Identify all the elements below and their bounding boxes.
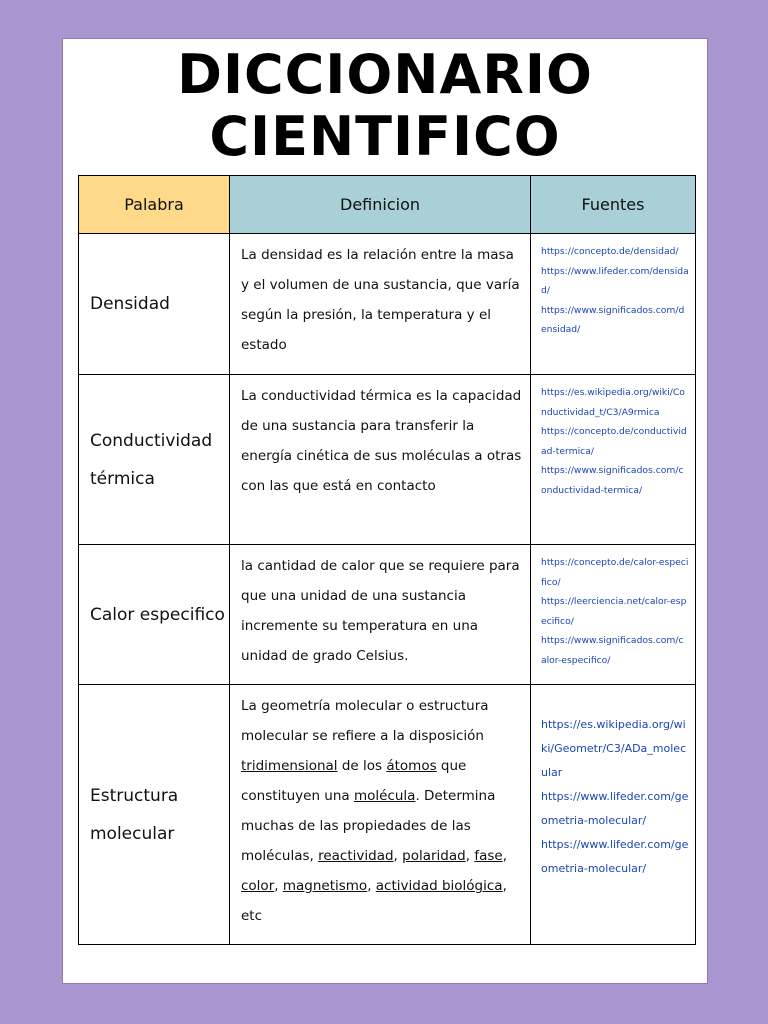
title-line-2: CIENTIFICO (209, 105, 561, 168)
word-cell: Densidad (79, 234, 230, 375)
dictionary-table (78, 175, 696, 945)
sources-cell (531, 545, 696, 685)
word-cell: Calor especifico (79, 545, 230, 685)
source-link[interactable]: https://concepto.de/densidad/ (541, 246, 679, 257)
definition-cell: La conductividad térmica es la capacidad de una sustancia para transferir la energía cinética de sus moléculas a otras con las que está en contacto (230, 375, 531, 545)
definition-cell: la cantidad de calor que se requiere para que una unidad de una sustancia incremente su temperatura en una unidad de grado Celsius. (230, 545, 531, 685)
sources-cell (531, 685, 696, 945)
definition-cell: La densidad es la relación entre la masa y el volumen de una sustancia, que varía según la presión, la temperatura y el estado (230, 234, 531, 375)
table-row (79, 685, 696, 945)
header-definicion: Definicion (230, 176, 531, 234)
definition-text: de los (337, 758, 387, 774)
word-cell: Conductividad térmica (79, 375, 230, 545)
source-link[interactable]: https://leerciencia.net/calor-especifico/ (541, 596, 687, 627)
table-row (79, 545, 696, 685)
definition-text: , (274, 878, 283, 894)
table-row (79, 375, 696, 545)
source-link[interactable]: https://www.lifeder.com/geometria-molecular/ (541, 838, 689, 875)
definition-text: , (502, 848, 507, 864)
linked-term[interactable]: color (241, 878, 275, 894)
source-link[interactable]: https://concepto.de/conductividad-termica/ (541, 426, 687, 457)
title-line-1: DICCIONARIO (177, 43, 593, 106)
header-fuentes: Fuentes (531, 176, 696, 234)
source-link[interactable]: https://www.lifeder.com/densidad/ (541, 265, 689, 296)
definition-cell (230, 685, 531, 945)
definition-text: , (393, 848, 403, 864)
table-row (79, 234, 696, 375)
source-link[interactable]: https://www.significados.com/conductividad-termica/ (541, 465, 684, 496)
linked-term[interactable]: molécula (353, 788, 416, 804)
linked-term[interactable]: átomos (386, 758, 437, 774)
definition-text: , (465, 848, 475, 864)
source-link[interactable]: https://www.significados.com/calor-especifico/ (541, 635, 684, 666)
source-link[interactable]: https://www.lifeder.com/geometria-molecular/ (541, 790, 689, 827)
header-palabra: Palabra (79, 176, 230, 234)
definition-text: , (367, 878, 376, 894)
word-cell: Estructura molecular (79, 685, 230, 945)
source-link[interactable]: https://es.wikipedia.org/wiki/Geometr/C3/ADa_molecular (541, 718, 687, 779)
source-link[interactable]: https://www.significados.com/densidad/ (541, 304, 685, 335)
definition-text: que constituyen una (241, 758, 467, 804)
linked-term[interactable]: polaridad (402, 848, 466, 864)
sources-cell (531, 234, 696, 375)
table-header-row (79, 176, 696, 234)
definition-text: . Determina muchas de las propiedades de las moléculas, (241, 788, 496, 864)
source-link[interactable]: https://es.wikipedia.org/wiki/Conductividad_t/C3/A9rmica (541, 387, 685, 418)
linked-term[interactable]: fase (474, 848, 503, 864)
linked-term[interactable]: reactividad (318, 848, 394, 864)
sources-cell (531, 375, 696, 545)
source-link[interactable]: https://concepto.de/calor-especifico/ (541, 557, 689, 588)
linked-term[interactable]: actividad biológica (375, 878, 503, 894)
definition-text: , etc (241, 878, 507, 924)
page-title (62, 44, 708, 168)
linked-term[interactable]: magnetismo (282, 878, 368, 894)
definition-text: La geometría molecular o estructura molecular se refiere a la disposición (241, 698, 489, 744)
linked-term[interactable]: tridimensional (241, 758, 338, 774)
